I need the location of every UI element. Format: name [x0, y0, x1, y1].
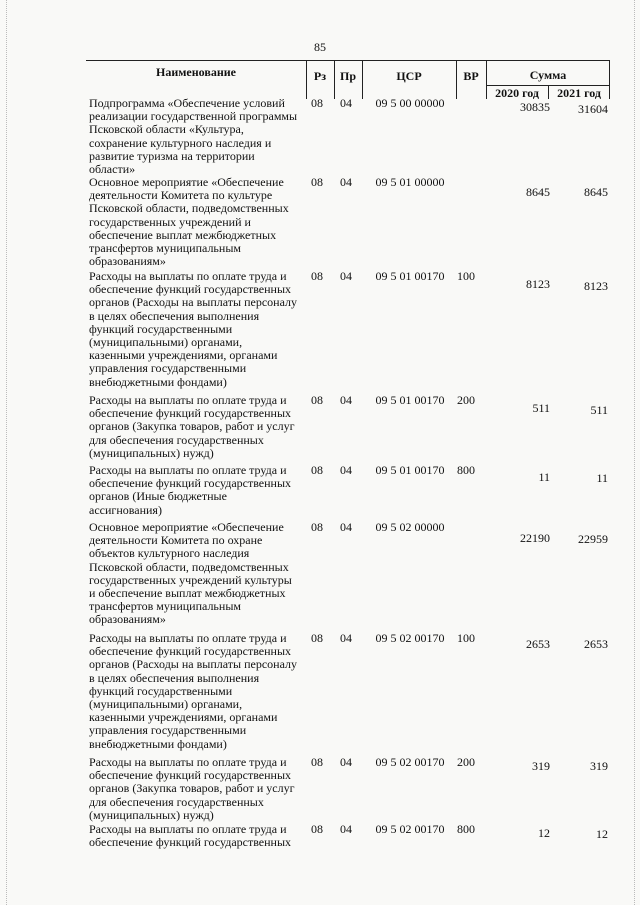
row-vr: 800	[457, 463, 475, 477]
row-pr: 04	[340, 631, 352, 645]
row-vr: 100	[457, 631, 475, 645]
row-name: Расходы на выплаты по оплате труда и обеспечение функций государственных органов (Иные бюджетные ассигнования)	[89, 463, 292, 517]
row-csr: 09 5 00 00000	[375, 96, 445, 110]
row-rz: 08	[311, 520, 323, 534]
page-number: 85	[314, 40, 326, 54]
row-sum-2020: 8123	[526, 277, 550, 291]
row-vr: 100	[457, 269, 475, 283]
header-vr: ВР	[463, 69, 479, 83]
row-vr: 200	[457, 393, 475, 407]
row-sum-2021: 12	[596, 827, 608, 841]
row-csr: 09 5 02 00000	[375, 520, 445, 534]
row-sum-2020: 30835	[520, 100, 550, 114]
row-sum-2020: 12	[538, 826, 550, 840]
row-sum-2020: 11	[538, 470, 550, 484]
row-pr: 04	[340, 393, 352, 407]
row-rz: 08	[311, 96, 323, 110]
row-csr: 09 5 01 00170	[375, 269, 445, 283]
header-year-2021: 2021 год	[557, 86, 601, 100]
row-csr: 09 5 02 00170	[375, 822, 445, 836]
row-name: Подпрограмма «Обеспечение условий реализации государственной программы Псковской области «Культура, сохранение культурного наследия и развитие туризма на территории области»	[89, 96, 298, 177]
row-pr: 04	[340, 755, 352, 769]
row-csr: 09 5 01 00000	[375, 175, 445, 189]
row-pr: 04	[340, 96, 352, 110]
row-name: Основное мероприятие «Обеспечение деятельности Комитета по охране объектов культурного наследия Псковской области, подведомственных государственных учреждений культуры и обеспечение выплат межбюджетных трансфертов муниципальным образованиям»	[89, 520, 292, 627]
row-rz: 08	[311, 631, 323, 645]
row-sum-2020: 2653	[526, 637, 550, 651]
row-sum-2021: 2653	[584, 637, 608, 651]
row-pr: 04	[340, 463, 352, 477]
header-csr: ЦСР	[396, 69, 422, 83]
row-sum-2020: 511	[532, 401, 550, 415]
right-margin-line	[634, 0, 636, 905]
row-rz: 08	[311, 755, 323, 769]
row-rz: 08	[311, 393, 323, 407]
row-sum-2021: 319	[590, 759, 608, 773]
row-sum-2021: 8123	[584, 279, 608, 293]
row-name: Расходы на выплаты по оплате труда и обеспечение функций государственных	[89, 822, 292, 850]
row-csr: 09 5 02 00170	[375, 631, 445, 645]
row-pr: 04	[340, 269, 352, 283]
row-csr: 09 5 02 00170	[375, 755, 445, 769]
row-sum-2020: 22190	[520, 531, 550, 545]
row-sum-2020: 319	[532, 759, 550, 773]
row-rz: 08	[311, 463, 323, 477]
row-vr: 800	[457, 822, 475, 836]
header-year-2020: 2020 год	[495, 86, 539, 100]
row-name: Расходы на выплаты по оплате труда и обеспечение функций государственных органов (Расходы на выплаты персоналу в целях обеспечения выполнения функций государственными (муниципальными) органами, казенными учреждениями, органами управления государственными внебюджетными фондами)	[89, 631, 297, 751]
row-name: Расходы на выплаты по оплате труда и обеспечение функций государственных органов (Закупка товаров, работ и услуг для обеспечения государственных (муниципальных) нужд)	[89, 755, 295, 822]
row-sum-2020: 8645	[526, 185, 550, 199]
row-sum-2021: 22959	[578, 532, 608, 546]
row-rz: 08	[311, 175, 323, 189]
row-name: Расходы на выплаты по оплате труда и обеспечение функций государственных органов (Закупка товаров, работ и услуг для обеспечения государственных (муниципальных) нужд)	[89, 393, 295, 460]
row-name: Основное мероприятие «Обеспечение деятельности Комитета по культуре Псковской области, подведомственных государственных учреждений и обеспечение выплат межбюджетных трансфертов муниципальным образованиям»	[89, 175, 289, 269]
row-name: Расходы на выплаты по оплате труда и обеспечение функций государственных органов (Расходы на выплаты персоналу в целях обеспечения выполнения функций государственными (муниципальными) органами, казенными учреждениями, органами управления государственными внебюджетными фондами)	[89, 269, 297, 389]
left-margin-line	[6, 0, 8, 905]
row-sum-2021: 11	[596, 471, 608, 485]
header-rz: Рз	[313, 69, 327, 83]
header-sum: Сумма	[529, 68, 567, 82]
row-sum-2021: 511	[590, 403, 608, 417]
header-name: Наименование	[156, 65, 236, 79]
row-rz: 08	[311, 269, 323, 283]
header-divider	[609, 61, 610, 99]
row-pr: 04	[340, 175, 352, 189]
row-vr: 200	[457, 755, 475, 769]
row-sum-2021: 31604	[578, 102, 608, 116]
row-sum-2021: 8645	[584, 185, 608, 199]
header-pr: Пр	[339, 69, 356, 83]
table-header	[86, 60, 610, 99]
row-csr: 09 5 01 00170	[375, 393, 445, 407]
row-pr: 04	[340, 822, 352, 836]
row-rz: 08	[311, 822, 323, 836]
row-csr: 09 5 01 00170	[375, 463, 445, 477]
row-pr: 04	[340, 520, 352, 534]
